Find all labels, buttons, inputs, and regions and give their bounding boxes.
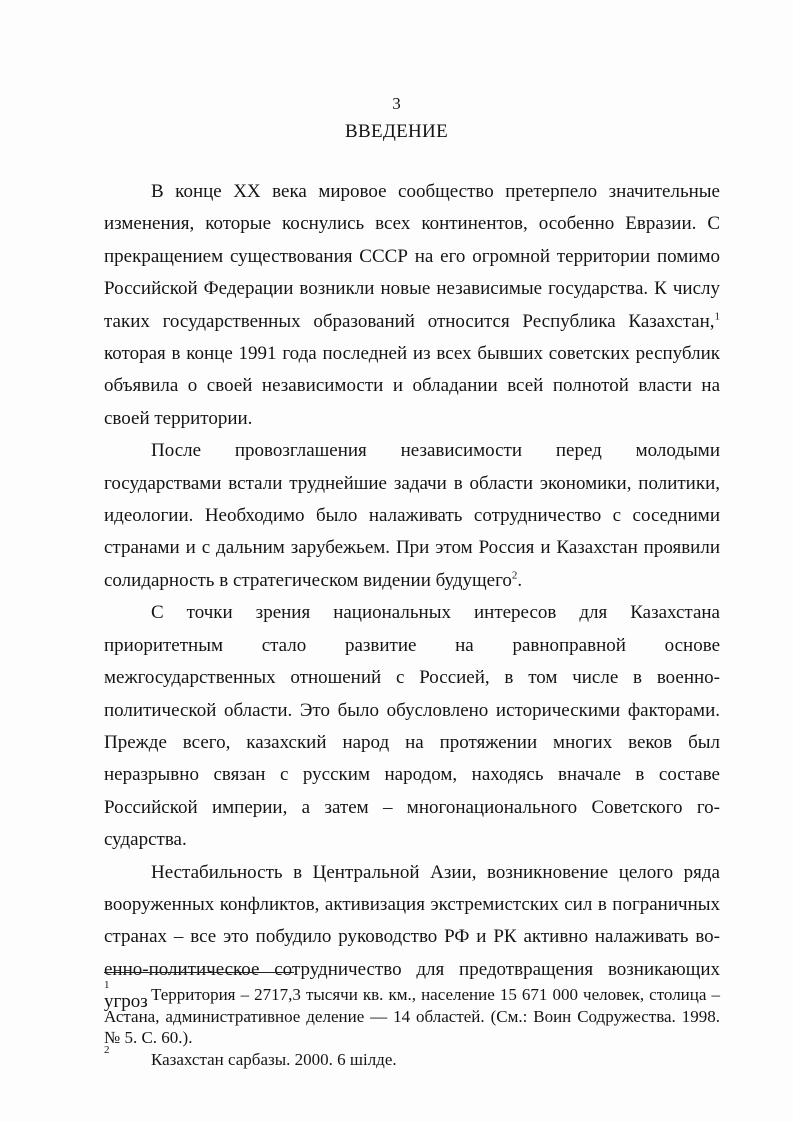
paragraph-text: . xyxy=(517,569,523,591)
footnote-ref: 2 xyxy=(511,569,518,582)
paragraph xyxy=(104,597,720,856)
paragraph xyxy=(104,176,720,435)
paragraph-text: С точки зрения национальных интересов для Казахстана приоритетным стало развитие на равноправной основе межгосударственных отношений с Россией, в том числе в военно-политической области. Это было обусловлено историческими факторами. Прежде всего, казахский народ на протяжении многих веков был неразрывно связан с русским народом, находясь вначале в составе Российской империи, а затем – многонационального Советского государства. xyxy=(104,602,720,851)
paragraph-text: В конце XX века мировое сообщество претерпело значительные изменения, которые коснулись всех континентов, особенно Евразии. С прекращением существования СССР на его огромной территории помимо Российской Федерации возникли новые независимые государства. К числу таких государственных образований относится Республика Казахстан, xyxy=(104,181,720,332)
footnote xyxy=(104,979,720,1049)
footnote-text: Казахстан сарбазы. 2000. 6 шiлде. xyxy=(151,1049,397,1069)
footnote-ref: 1 xyxy=(714,310,720,323)
page-title: ВВЕДЕНИЕ xyxy=(345,121,448,142)
page-number: 3 xyxy=(392,94,401,113)
paragraph-text: которая в конце 1991 года последней из всех бывших советских республик объявила о своей независимости и обладании всей полнотой власти на своей территории. xyxy=(104,343,720,429)
footnote-mark: 1 xyxy=(104,979,110,991)
footnotes xyxy=(104,979,720,1070)
footnote-text: Территория – 2717,3 тысячи кв. км., население 15 671 000 человек, столица – Астана, административное деление — 14 областей. (См.: Воин Содружества. 1998. № 5. С. 60.). xyxy=(104,985,720,1047)
footnote-divider xyxy=(104,972,294,973)
paragraph xyxy=(104,435,720,597)
footnote xyxy=(104,1043,720,1071)
footnote-mark: 2 xyxy=(104,1043,110,1056)
paragraph-text: Нестабильность в Центральной Азии, возникновение целого ряда вооруженных конфликтов, активизация экстремистских сил в пограничных странах – все это побудило руководство РФ и РК активно налаживать военно-политическое сотрудничество для предотвращения возникающих угроз xyxy=(104,861,720,1013)
body-text xyxy=(104,176,720,1019)
paragraph-text: После провозглашения независимости перед молодыми государствами встали труднейшие задачи в области экономики, политики, идеологии. Необходимо было налаживать сотрудничество с соседними странами и с дальним зарубежьем. При этом Россия и Казахстан проявили солидарность в стратегическом видении будущего xyxy=(104,440,720,591)
